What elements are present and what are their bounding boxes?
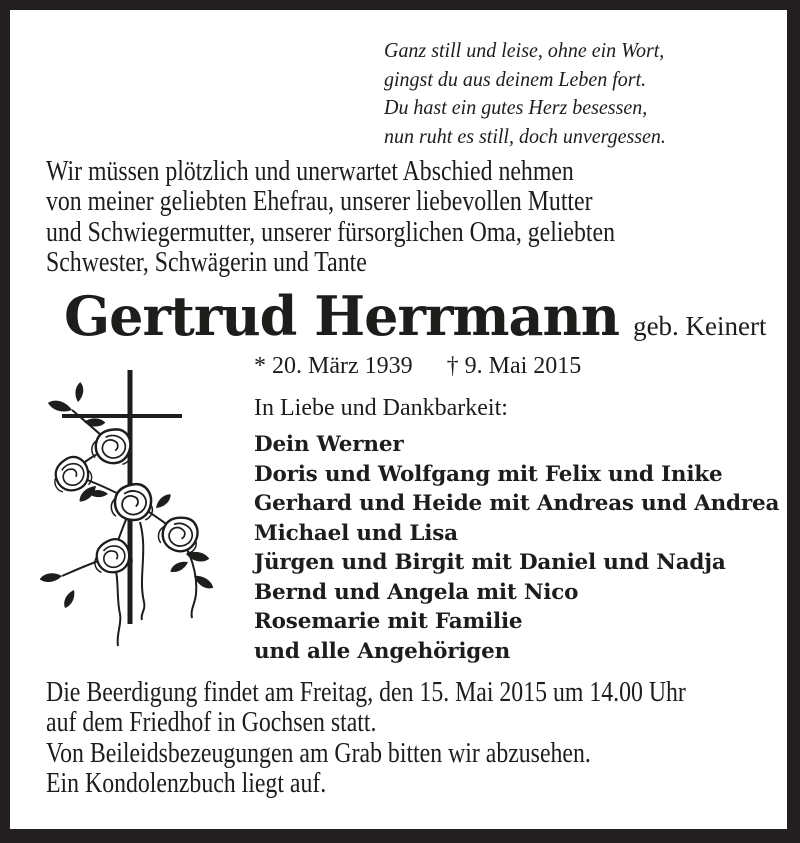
mourner-line: Doris und Wolfgang mit Felix und Inike — [254, 461, 723, 487]
mourner-line: Michael und Lisa — [254, 520, 458, 546]
mourner-line: und alle Angehörigen — [254, 638, 511, 664]
funeral-line: auf dem Friedhof in Gochsen statt. — [46, 707, 377, 739]
life-dates — [254, 352, 581, 380]
birth-date: * 20. März 1939 — [254, 353, 413, 379]
intro-line: von meiner geliebten Ehefrau, unserer liebevollen Mutter — [46, 186, 593, 218]
mourner-line: Bernd und Angela mit Nico — [254, 579, 579, 605]
mourner-line: Dein Werner — [254, 432, 404, 457]
mourner-line: Rosemarie mit Familie — [254, 609, 523, 634]
funeral-line: Ein Kondolenzbuch liegt auf. — [46, 768, 327, 800]
mourner-line: Gerhard und Heide mit Andreas und Andrea — [254, 491, 780, 516]
memorial-poem — [384, 36, 666, 150]
funeral-line: Von Beileidsbezeugungen am Grab bitten wir abzusehen. — [46, 737, 591, 769]
poem-line: Ganz still und leise, ohne ein Wort, — [384, 38, 665, 62]
poem-line: Du hast ein gutes Herz besessen, — [384, 95, 648, 119]
intro-text — [46, 157, 615, 279]
cross-roses-illustration — [38, 362, 243, 667]
deceased-name-row — [64, 284, 767, 348]
death-date: † 9. Mai 2015 — [446, 353, 582, 379]
deceased-name: Gertrud Herrmann — [64, 284, 620, 348]
poem-line: gingst du aus deinem Leben fort. — [384, 66, 647, 91]
intro-line: Wir müssen plötzlich und unerwartet Abschied nehmen — [46, 156, 574, 187]
poem-line: nun ruht es still, doch unvergessen. — [384, 123, 666, 148]
intro-line: und Schwiegermutter, unserer fürsorglichen Oma, geliebten — [46, 216, 615, 248]
funeral-info — [46, 678, 686, 800]
maiden-name: geb. Keinert — [633, 311, 767, 341]
mourners-list — [254, 430, 779, 666]
mourner-line: Jürgen und Birgit mit Daniel und Nadja — [254, 550, 726, 575]
funeral-line: Die Beerdigung findet am Freitag, den 15. Mai 2015 um 14.00 Uhr — [46, 677, 686, 708]
intro-line: Schwester, Schwägerin und Tante — [46, 247, 367, 279]
gratitude-line: In Liebe und Dankbarkeit: — [254, 395, 508, 421]
